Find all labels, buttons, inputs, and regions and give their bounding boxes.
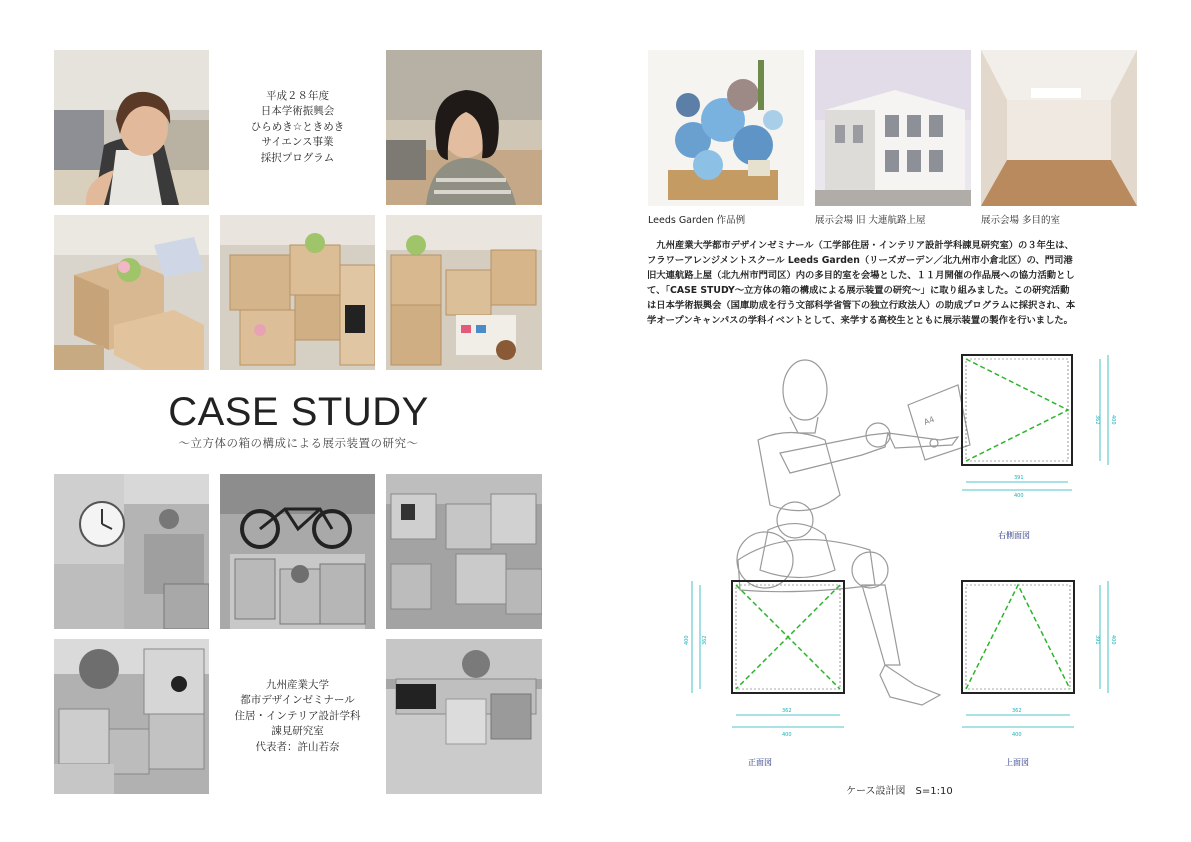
photo-gray-clock [54,474,209,629]
dim-side-inner: 391 [1014,475,1024,481]
photo-gray-boxes [386,474,542,629]
dim-top-vert-outer: 400 [1110,635,1116,645]
drawing-scale-label: ケース設計図 S=1:10 [846,786,953,797]
caption-room: 展示会場 多目的室 [981,215,1061,226]
dim-top-outer: 400 [1012,732,1022,738]
caption-building: 展示会場 旧 大連航路上屋 [815,215,926,226]
organization-info [220,639,375,794]
label-top-view: 上面図 [1005,758,1029,767]
photo-venue-room [981,50,1137,206]
dim-top-vert-inner: 391 [1094,635,1100,645]
program-line: サイエンス事業 [261,136,334,149]
front-view-box [684,581,844,738]
org-line: 代表者：許山若奈 [255,740,340,753]
paper-label: A4 [922,414,936,427]
photo-boxes-1 [54,215,209,370]
photo-gray-bicycle [220,474,375,629]
dim-side-vert-outer: 400 [1110,415,1116,425]
org-line: 都市デザインゼミナール [240,694,355,707]
photo-boxes-2 [220,215,375,370]
dim-front-outer: 400 [782,732,792,738]
top-view-box [962,581,1116,738]
photo-gray-flowers [54,639,209,794]
body-line: 学オープンキャンパスの学科イベントとして、来学する高校生とともに展示装置の製作を行いました。 [647,315,1073,326]
photo-woman-smiling [54,50,209,205]
dim-front-vert-outer: 400 [684,635,690,645]
body-line: 九州産業大学都市デザインゼミナール（工学部住居・インテリア設計学科諌見研究室）の３年生は、 [647,240,1074,251]
body-paragraph [647,238,1143,328]
program-info [220,50,375,205]
org-line: 住居・インテリア設計学科 [234,709,361,722]
dim-front-inner: 362 [782,708,792,714]
photo-flower-arrangement [648,50,804,206]
body-line: は日本学術振興会（国庫助成を行う文部科学省管下の独立行政法人）の助成プログラムに採択され、本 [647,300,1076,311]
program-line: 採択プログラム [260,151,335,164]
program-line: 日本学術振興会 [260,105,335,118]
page-title: CASE STUDY [168,390,429,434]
caption-flower: Leeds Garden 作品例 [648,215,746,226]
body-line: フラワーアレンジメントスクール Leeds Garden（リーズガーデン／北九州市小倉北区）の、門司港 [647,255,1073,266]
org-line: 九州産業大学 [266,678,329,691]
label-side-view: 右側面図 [998,531,1030,540]
dim-side-outer: 400 [1014,493,1024,499]
org-line: 諌見研究室 [271,725,324,738]
dim-front-vert-inner: 362 [702,635,708,645]
photo-venue-building [815,50,971,206]
body-line: て、「CASE STUDY〜立方体の箱の構成による展示装置の研究〜」に取り組みました。この研究活動 [647,285,1070,296]
program-line: ひらめき☆ときめき [250,120,345,133]
photo-gray-cushions [386,639,542,794]
page-subtitle: 〜立方体の箱の構成による展示装置の研究〜 [178,436,419,450]
case-design-drawing [640,345,1140,765]
photo-woman-side [386,50,542,205]
dim-top-inner: 362 [1012,708,1022,714]
program-line: 平成２８年度 [266,89,329,102]
body-line: 旧大連航路上屋（北九州市門司区）内の多目的室を会場とした、１１月開催の作品展への協力活動とし [647,270,1075,281]
dim-side-vert-inner: 362 [1094,415,1100,425]
side-view-box [962,355,1116,499]
photo-boxes-3 [386,215,542,370]
label-front-view: 正面図 [748,758,772,767]
